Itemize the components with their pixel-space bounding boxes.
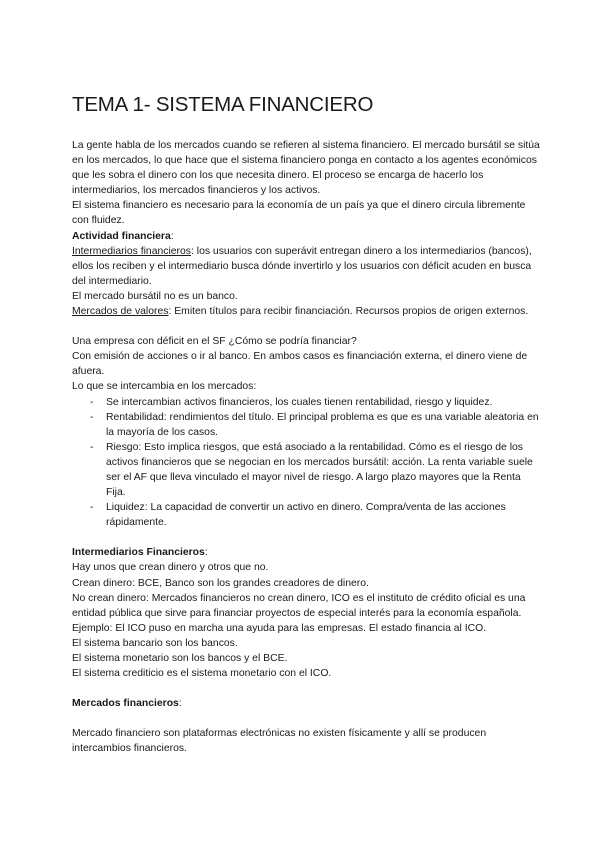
list-item: - Riesgo: Esto implica riesgos, que está asociado a la rentabilidad. Cómo es el riesgo de los activos financieros que se negocian en los mercados bursátil: acción. La renta variable suele ser el AF que lleva vinculado el mayor nivel de riesgo. A largo plazo mayores que la Renta Fija. xyxy=(72,440,542,500)
intermediarios-line: El sistema monetario son los bancos y el BCE. xyxy=(72,653,288,664)
activos-list xyxy=(72,395,542,531)
mercados-valores-text: : Emiten títulos para recibir financiación. Recursos propios de origen externos. xyxy=(168,306,529,318)
empresa-answer: Con emisión de acciones o ir al banco. En ambos casos es financiación externa, el dinero viene de afuera. xyxy=(72,351,528,378)
intermediarios-line: No crean dinero: Mercados financieros no crean dinero, ICO es el instituto de crédito oficial es una entidad pública que sirve para financiar proyectos de especial interés para la economía española. Ejemplo: El ICO puso en marcha una ayuda para las empresas. El estado financia al ICO. xyxy=(72,592,526,634)
list-item: - Rentabilidad: rendimientos del título. El principal problema es que es una variable aleatoria en la mayoría de los casos. xyxy=(72,410,542,440)
intro-paragraph-2: El sistema financiero es necesario para la economía de un país ya que el dinero circula libremente con fluidez. xyxy=(72,200,526,227)
mercados-heading-text: Mercados financieros xyxy=(72,698,179,710)
mercados-valores-paragraph xyxy=(72,304,542,319)
intermediarios-line: Crean dinero: BCE, Banco son los grandes creadores de dinero. xyxy=(72,577,369,589)
actividad-heading xyxy=(72,229,542,244)
intro-paragraph-1: La gente habla de los mercados cuando se refieren al sistema financiero. El mercado bursátil se sitúa en los mercados, lo que hace que el sistema financiero ponga en contacto a los agentes económicos que les sobra el dinero con los que necesita dinero. El proceso se encarga de hacerlo los intermediarios, los mercados financieros y los activos. xyxy=(72,140,540,197)
bursatil-note: El mercado bursátil no es un banco. xyxy=(72,290,238,302)
spacer xyxy=(72,530,542,545)
mercados-heading xyxy=(72,696,542,711)
actividad-heading-text: Actividad financiera xyxy=(72,230,171,242)
intermediarios-heading-colon: : xyxy=(204,547,208,559)
intermediarios-paragraph xyxy=(72,244,542,289)
mercados-valores-label: Mercados de valores xyxy=(72,306,169,318)
intermediarios-line: El sistema crediticio es el sistema monetario con el ICO. xyxy=(72,668,332,680)
intermediarios-heading xyxy=(72,545,542,560)
mercados-heading-colon: : xyxy=(178,698,182,710)
list-item: - Se intercambian activos financieros, los cuales tienen rentabilidad, riesgo y liquidez. xyxy=(72,395,542,410)
mercados-text: Mercado financiero son plataformas electrónicas no existen físicamente y allí se producen intercambios financieros. xyxy=(72,728,487,755)
list-intro: Lo que se intercambia en los mercados: xyxy=(72,381,257,393)
intermediarios-label: Intermediarios financieros xyxy=(72,245,191,257)
intermediarios-text: : los usuarios con superávit entregan dinero a los intermediarios (bancos), ellos los reciben y el intermediario busca dónde invertirlo y los usuarios con déficit acuden en busca del intermediario. xyxy=(72,245,532,287)
intermediarios-line: El sistema bancario son los bancos. xyxy=(72,637,238,649)
spacer xyxy=(72,319,542,334)
list-item: - Liquidez: La capacidad de convertir un activo en dinero. Compra/venta de las acciones rápidamente. xyxy=(72,500,542,530)
intermediarios-heading-text: Intermediarios Financieros xyxy=(72,547,205,559)
actividad-heading-colon: : xyxy=(170,230,174,242)
document-body xyxy=(72,138,542,756)
spacer xyxy=(72,681,542,696)
intermediarios-line: Hay unos que crean dinero y otros que no. xyxy=(72,562,269,574)
document-title: TEMA 1- SISTEMA FINANCIERO xyxy=(72,93,374,116)
empresa-question: Una empresa con déficit en el SF ¿Cómo se podría financiar? xyxy=(72,336,357,348)
spacer xyxy=(72,711,542,726)
